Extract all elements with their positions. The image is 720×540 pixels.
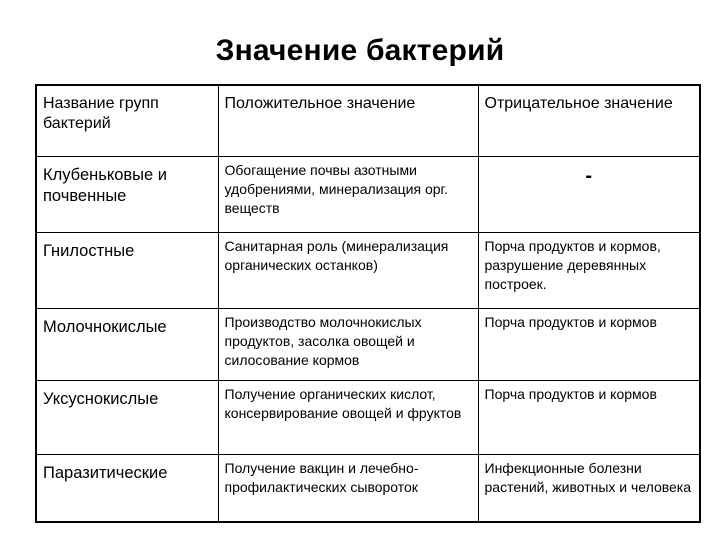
positive-cell: Обогащение почвы азотными удобрениями, минерализация орг. веществ (218, 156, 478, 232)
group-name-cell: Уксуснокислые (36, 380, 218, 454)
negative-cell: Порча продуктов и кормов (478, 380, 700, 454)
page-title: Значение бактерий (215, 34, 505, 67)
negative-cell: Порча продуктов и кормов (478, 308, 700, 380)
negative-cell: Порча продуктов и кормов, разрушение деревянных построек. (478, 232, 700, 308)
positive-cell: Получение вакцин и лечебно-профилактических сывороток (218, 454, 478, 522)
group-name-cell: Гнилостные (36, 232, 218, 308)
header-group-name: Название групп бактерий (36, 85, 218, 156)
positive-cell: Производство молочнокислых продуктов, засолка овощей и силосование кормов (218, 308, 478, 380)
positive-cell: Получение органических кислот, консервирование овощей и фруктов (218, 380, 478, 454)
table-row (36, 454, 700, 522)
table-row (36, 156, 700, 232)
positive-cell: Санитарная роль (минерализация органических останков) (218, 232, 478, 308)
table-row (36, 232, 700, 308)
table-row (36, 308, 700, 380)
table-row (36, 380, 700, 454)
header-positive: Положительное значение (218, 85, 478, 156)
negative-cell: - (478, 156, 700, 232)
bacteria-table (35, 84, 701, 523)
group-name-cell: Паразитические (36, 454, 218, 522)
group-name-cell: Клубеньковые и почвенные (36, 156, 218, 232)
group-name-cell: Молочнокислые (36, 308, 218, 380)
table-header-row (36, 85, 700, 156)
negative-cell: Инфекционные болезни растений, животных и человека (478, 454, 700, 522)
header-negative: Отрицательное значение (478, 85, 700, 156)
